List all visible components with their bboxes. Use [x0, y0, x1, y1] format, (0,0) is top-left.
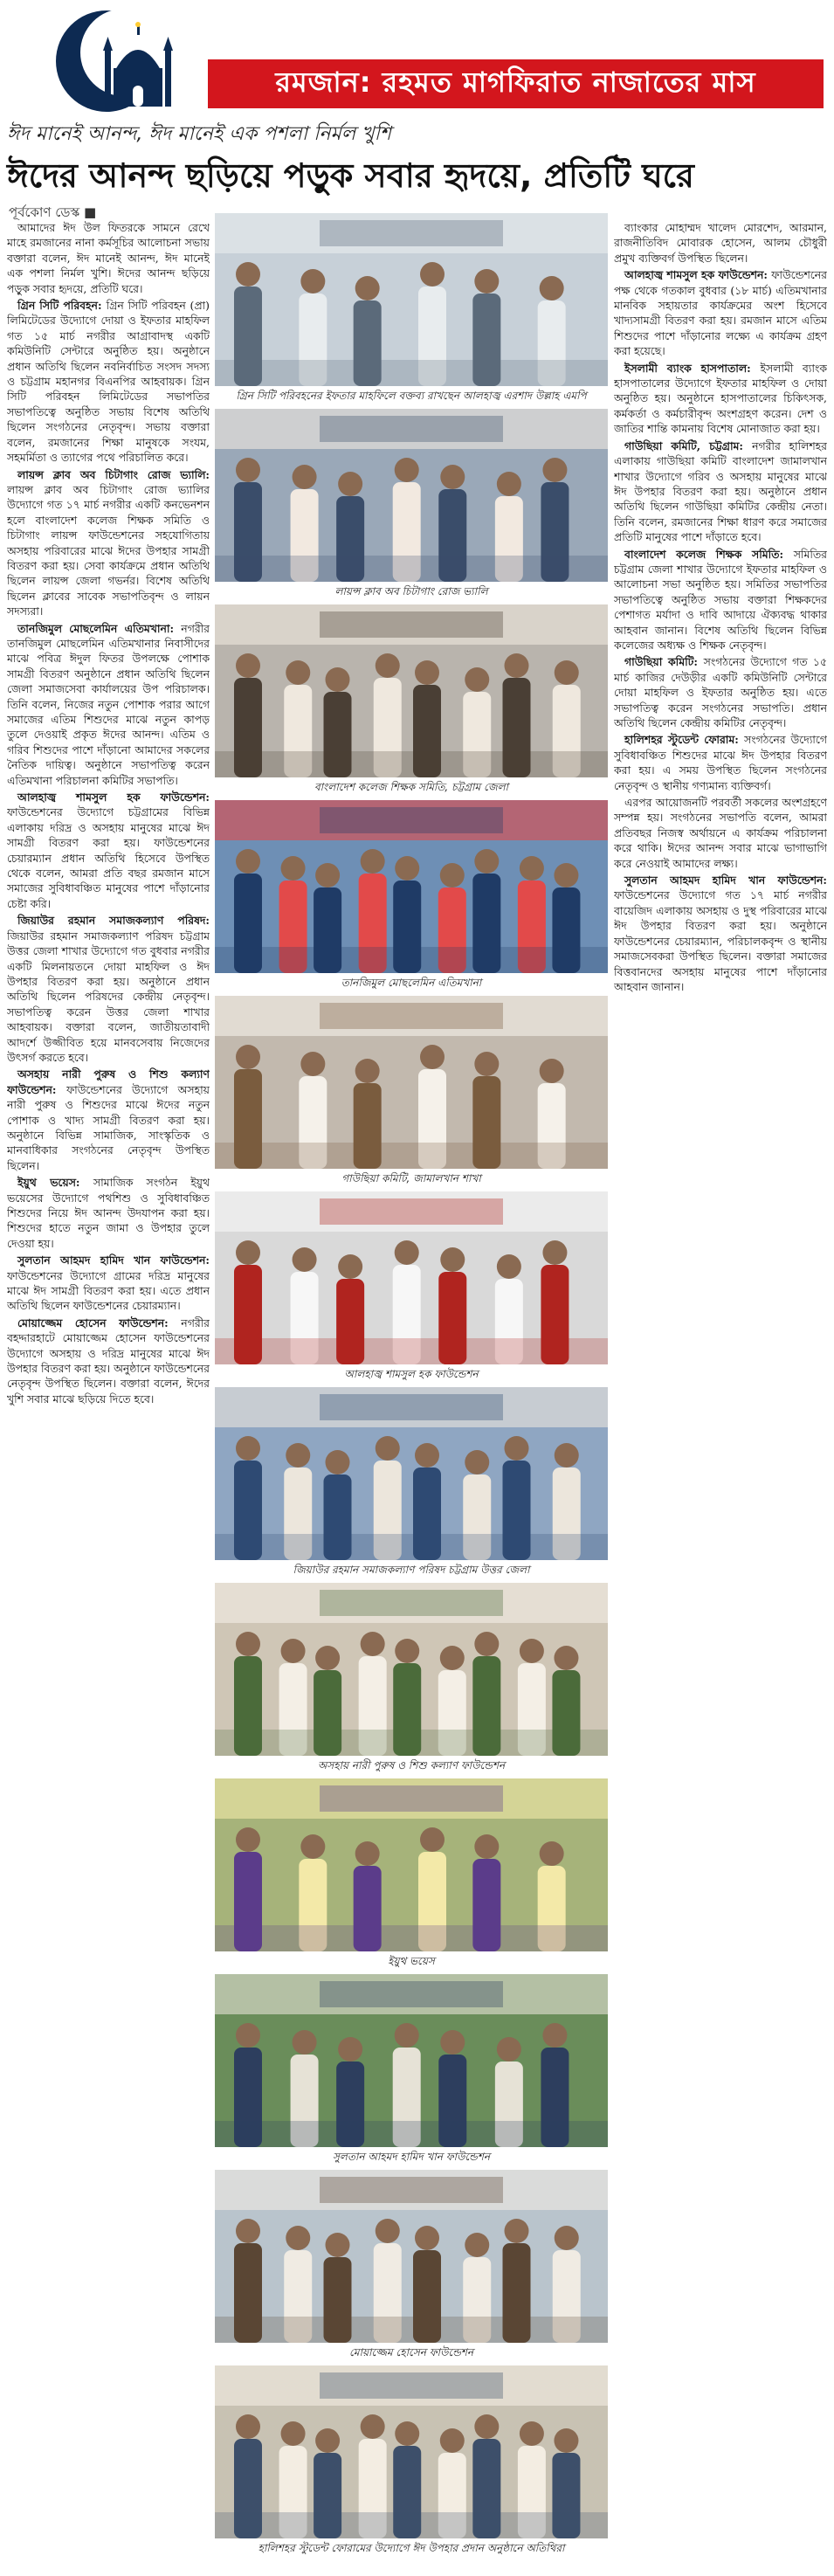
- kicker: ঈদ মানেই আনন্দ, ঈদ মানেই এক পশলা নির্মল খুশি: [7, 123, 391, 145]
- article-paragraph: [7, 1175, 210, 1251]
- article-paragraph: [614, 732, 827, 793]
- photo-image: [215, 800, 608, 973]
- photo-caption: বাংলাদেশ কলেজ শিক্ষক সমিতি, চট্টগ্রাম জেলা: [314, 781, 509, 793]
- paragraph-text: ইসলামী ব্যাংক হাসপাতালের উদ্যোগে ইফতার মাহফিল ও দোয়া অনুষ্ঠিত হয়। অনুষ্ঠানে হাসপাতালের চিকিৎসক, কর্মকর্তা ও কর্মচারীবৃন্দ অংশগ্রহণ করেন। দেশ ও জাতির শান্তি কামনায় বিশেষ মোনাজাত করা হয়।: [614, 361, 827, 436]
- section-lead: সুলতান আহমদ হামিদ খান ফাউন্ডেশন:: [624, 874, 827, 887]
- paragraph-text: ফাউন্ডেশনের উদ্যোগে গত ১৭ মার্চ নগরীর বায়েজিদ এলাকায় অসহায় ও দুস্থ পরিবারের মাঝে ঈদ উপহার বিতরণ করা হয়। অনুষ্ঠানে ফাউন্ডেশনের চেয়ারম্যান, পরিচালকবৃন্দ ও স্থানীয় সমাজসেবকরা উপস্থিত ছিলেন। বক্তারা সমাজের বিত্তবানদের অসহায় মানুষের পাশে দাঁড়ানোর আহবান জানান।: [614, 888, 827, 993]
- article-paragraph: [614, 873, 827, 994]
- section-lead: ইয়ুথ ভয়েস:: [17, 1176, 93, 1190]
- photo-image: [215, 1974, 608, 2147]
- paragraph-text: সমিতির চট্টগ্রাম জেলা শাখার উদ্যোগে ইফতার মাহফিল ও আলোচনা সভা অনুষ্ঠিত হয়। সমিতির সভাপতির সভাপতিত্বে অনুষ্ঠিত সভায় বক্তারা শিক্ষকদের পেশাগত মর্যাদা ও দাবি আদায়ে ঐক্যবদ্ধ থাকার আহবান জানান। বিশেষ অতিথি ছিলেন বিভিন্ন কলেজের অধ্যক্ষ ও শিক্ষক নেতৃবৃন্দ।: [614, 547, 827, 652]
- photo-caption: সুলতান আহমদ হামিদ খান ফাউন্ডেশন: [332, 2151, 490, 2163]
- article-paragraph: [614, 361, 827, 437]
- paragraph-text: ফাউন্ডেশনের পক্ষ থেকে গতকাল বুধবার (১৮ মার্চ) এতিমখানার মানবিক সহায়তার কার্যক্রমের অংশ হিসেবে খাদ্যসামগ্রী বিতরণ করা হয়। রমজান মাসে এতিম শিশুদের পাশে দাঁড়ানোর লক্ষ্যে এ কার্যক্রম গ্রহণ করা হয়েছে।: [614, 268, 827, 358]
- photo-caption: অসহায় নারী পুরুষ ও শিশু কল্যাণ ফাউন্ডেশন: [317, 1759, 506, 1771]
- event-photo: [215, 996, 608, 1169]
- photo-frame: [215, 409, 608, 582]
- photo-image: [215, 1191, 608, 1364]
- photo-image: [215, 213, 608, 386]
- section-lead: তানজিমুল মোছলেমিন এতিমখানা:: [17, 621, 182, 635]
- article-paragraph: [614, 439, 827, 545]
- article-paragraph: [7, 621, 210, 788]
- masthead: [0, 0, 834, 220]
- section-lead: জিয়াউর রহমান সমাজকল্যাণ পরিষদ:: [17, 914, 210, 928]
- section-lead: আলহাজ্ব শামসুল হক ফাউন্ডেশন:: [624, 268, 772, 282]
- event-photo: [215, 800, 608, 973]
- photo-frame: [215, 213, 608, 386]
- paragraph-text: নগরীর বহদ্দারহাটে মোয়াজ্জেম হোসেন ফাউন্ডেশনের উদ্যোগে অসহায় ও দরিদ্র মানুষের মাঝে ঈদ উপহার বিতরণ করা হয়। অনুষ্ঠানে ফাউন্ডেশনের নেতৃবৃন্দ উপস্থিত ছিলেন। বক্তারা বলেন, ঈদের খুশি সবার মাঝে ছড়িয়ে দিতে হবে।: [7, 1316, 210, 1405]
- event-photo: [215, 1974, 608, 2147]
- mosque-crescent-icon: [52, 7, 183, 119]
- section-lead: সুলতান আহমদ হামিদ খান ফাউন্ডেশন:: [17, 1253, 210, 1267]
- photo-frame: [215, 1583, 608, 1756]
- paragraph-text: নগরীর তানজিমুল মোছলেমিন এতিমখানার নিবাসীদের মাঝে পবিত্র ঈদুল ফিতর উপলক্ষে পোশাক সামগ্রী বিতরণ অনুষ্ঠানে প্রধান অতিথি ছিলেন জেলা সমাজসেবা কার্যালয়ের উপ পরিচালক। তিনি বলেন, নিজের নতুন পোশাক পরার আগে সমাজের এতিম শিশুদের মাঝে নতুন কাপড় তুলে দেওয়াই প্রকৃত ঈদের আনন্দ। এতিম ও গরিব শিশুদের পাশে দাঁড়ানো আমাদের সকলের নৈতিক দায়িত্ব। অনুষ্ঠানে সভাপতিত্ব করেন এতিমখানা পরিচালনা কমিটির সভাপতি।: [7, 621, 210, 787]
- photo-frame: [215, 996, 608, 1169]
- event-photo: [215, 1387, 608, 1560]
- photo-frame: [215, 2365, 608, 2538]
- photo-image: [215, 1583, 608, 1756]
- paragraph-text: সংগঠনের উদ্যোগে গত ১৫ মার্চ কাজির দেউড়ীর একটি কমিউনিটি সেন্টারে দোয়া মাহফিল ও ইফতার অনুষ্ঠিত হয়। এতে সভাপতিত্ব করেন সংগঠনের সভাপতি। প্রধান অতিথি ছিলেন কেন্দ্রীয় কমিটির নেতৃবৃন্দ।: [614, 655, 827, 729]
- paragraph-text: নগরীর হালিশহর এলাকায় গাউছিয়া কমিটি বাংলাদেশ জামালখান শাখার উদ্যোগে গরিব ও অসহায় মানুষের মাঝে ঈদ উপহার বিতরণ করা হয়। অনুষ্ঠানে প্রধান অতিথি ছিলেন গাউছিয়া কমিটির কেন্দ্রীয় নেতা। তিনি বলেন, রমজানের শিক্ষা ধারণ করে সমাজের প্রতিটি মানুষের পাশে দাঁড়াতে হবে।: [614, 439, 827, 544]
- photo-image: [215, 996, 608, 1169]
- photo-frame: [215, 1191, 608, 1364]
- article-paragraph: [7, 467, 210, 619]
- article-paragraph: [614, 547, 827, 653]
- paragraph-text: জিয়াউর রহমান সমাজকল্যাণ পরিষদ চট্টগ্রাম উত্তর জেলা শাখার উদ্যোগে গত বুধবার নগরীর একটি মিলনায়তনে দোয়া মাহফিল ও ঈদ উপহার বিতরণ করা হয়। অনুষ্ঠানে প্রধান অতিথি ছিলেন পরিষদের কেন্দ্রীয় নেতৃবৃন্দ। সভাপতিত্ব করেন উত্তর জেলা শাখার আহবায়ক। বক্তারা বলেন, জাতীয়তাবাদী আদর্শে উজ্জীবিত হয়ে মানবসেবায় নিজেদের উৎসর্গ করতে হবে।: [7, 929, 210, 1064]
- article-paragraph: [7, 913, 210, 1065]
- photo-frame: [215, 1778, 608, 1951]
- event-photo: [215, 213, 608, 386]
- event-photo: [215, 2170, 608, 2343]
- article-paragraph: [614, 267, 827, 358]
- section-lead: গাউছিয়া কমিটি, চট্টগ্রাম:: [624, 439, 753, 452]
- photo-frame: [215, 604, 608, 777]
- paragraph-text: ফাউন্ডেশনের উদ্যোগে অসহায় নারী পুরুষ ও শিশুদের মাঝে ঈদের নতুন পোশাক ও খাদ্য সামগ্রী বিতরণ করা হয়। অনুষ্ঠানে বিভিন্ন সামাজিক, সাংস্কৃতিক ও মানবাধিকার সংগঠনের নেতৃবৃন্দ উপস্থিত ছিলেন।: [7, 1082, 210, 1172]
- paragraph-text: গ্রিন সিটি পরিবহন (প্রা) লিমিটেডের উদ্যোগে দোয়া ও ইফতার মাহফিল গত ১৫ মার্চ নগরীর আগ্রাবাদস্থ একটি কমিউনিটি সেন্টারে অনুষ্ঠিত হয়। অনুষ্ঠানে প্রধান অতিথি ছিলেন নবনির্বাচিত সংসদ সদস্য ও চট্টগ্রাম মহানগর বিএনপির আহবায়ক। গ্রিন সিটি পরিবহন লিমিটেডের সভাপতির সভাপতিত্বে অনুষ্ঠিত সভায় বিশেষ অতিথি ছিলেন সংগঠনের নেতৃবৃন্দ। সভায় বক্তারা বলেন, রমজানের শিক্ষা মানুষকে সংযম, সহমর্মিতা ও ত্যাগের পথে পরিচালিত করে।: [7, 299, 210, 465]
- article-paragraph: [7, 790, 210, 911]
- event-photo: [215, 2365, 608, 2538]
- section-lead: অসহায় নারী পুরুষ ও শিশু কল্যাণ ফাউন্ডেশন:: [7, 1067, 210, 1096]
- article-paragraph: [7, 1316, 210, 1406]
- paragraph-text: এরপর আয়োজনটি পরবর্তী সকলের অংশগ্রহণে সম্পন্ন হয়। সংগঠনের সভাপতি বলেন, আমরা প্রতিবছর নিজস্ব অর্থায়নে এ কার্যক্রম পরিচালনা করে থাকি। ঈদের আনন্দ সবার মাঝে ভাগাভাগি করে নেওয়াই আমাদের লক্ষ্য।: [614, 796, 827, 870]
- section-lead: বাংলাদেশ কলেজ শিক্ষক সমিতি:: [624, 547, 794, 561]
- photo-caption: মোয়াজ্জেম হোসেন ফাউন্ডেশন: [348, 2346, 474, 2358]
- article-paragraph: [7, 220, 210, 296]
- photo-caption: আলহাজ্ব শামসুল হক ফাউন্ডেশন: [344, 1368, 479, 1380]
- paragraph-text: ফাউন্ডেশনের উদ্যোগে গ্রামের দরিদ্র মানুষের মাঝে ঈদ সামগ্রী বিতরণ করা হয়। এতে প্রধান অতিথি ছিলেন ফাউন্ডেশনের চেয়ারম্যান।: [7, 1268, 210, 1313]
- section-banner: রমজান: রহমত মাগফিরাত নাজাতের মাস: [208, 59, 824, 108]
- paragraph-text: ব্যাংকার মোহাম্মদ খালেদ মোরশেদ, আরমান, রাজনীতিবিদ মোবারক হোসেন, আলম চৌধুরী প্রমুখ ব্যক্তিবর্গ উপস্থিত ছিলেন।: [614, 221, 827, 265]
- photo-caption: লায়ন্স ক্লাব অব চিটাগাং রোজ ভ্যালি: [334, 585, 488, 597]
- section-lead: গাউছিয়া কমিটি:: [624, 655, 704, 669]
- paragraph-text: আমাদের ঈদ উল ফিতরকে সামনে রেখে মাহে রমজানের নানা কর্মসূচির আলোচনা সভায় বক্তারা বলেন, ঈদ মানেই আনন্দ, ঈদ মানেই এক পশলা নির্মল খুশি। ঈদের আনন্দ ছড়িয়ে পড়ুক সবার হৃদয়ে, প্রতিটি ঘরে।: [7, 221, 210, 295]
- article-paragraph: [7, 1253, 210, 1314]
- article-paragraph: [7, 298, 210, 465]
- article-paragraph: [614, 795, 827, 871]
- section-lead: গ্রিন সিটি পরিবহন:: [17, 299, 107, 313]
- paragraph-text: সামাজিক সংগঠন ইয়ুথ ভয়েসের উদ্যোগে পথশিশু ও সুবিধাবঞ্চিত শিশুদের নিয়ে ঈদ আনন্দ উদযাপন করা হয়। শিশুদের হাতে নতুন জামা ও উপহার তুলে দেওয়া হয়।: [7, 1176, 210, 1250]
- photo-frame: [215, 2170, 608, 2343]
- paragraph-text: লায়ন্স ক্লাব অব চিটাগাং রোজ ভ্যালির উদ্যোগে গত ১৭ মার্চ নগরীর একটি কনভেনশন হলে বাংলাদেশ কলেজ শিক্ষক সমিতি ও চিটাগাং লায়ন্স ফাউন্ডেশনের সহযোগিতায় অসহায় পরিবারের মাঝে ঈদের উপহার সামগ্রী বিতরণ করা হয়। সেবা কার্যক্রমে প্রধান অতিথি ছিলেন লায়ন্স জেলা গভর্নর। বিশেষ অতিথি ছিলেন ক্লাবের সাবেক সভাপতিবৃন্দ ও লায়ন সদস্যরা।: [7, 482, 210, 618]
- photo-caption: জিয়াউর রহমান সমাজকল্যাণ পরিষদ চট্টগ্রাম উত্তর জেলা: [293, 1564, 530, 1576]
- article-paragraph: [7, 1067, 210, 1173]
- paragraph-text: সংগঠনের উদ্যোগে সুবিধাবঞ্চিত শিশুদের মাঝে ঈদ উপহার বিতরণ করা হয়। এ সময় উপস্থিত ছিলেন সংগঠনের নেতৃবৃন্দ ও স্থানীয় গণ্যমান্য ব্যক্তিবর্গ।: [614, 733, 827, 792]
- photo-caption: গাউছিয়া কমিটি, জামালখান শাখা: [341, 1172, 481, 1184]
- right-text-column: [614, 220, 827, 2570]
- photo-frame: [215, 1974, 608, 2147]
- photo-caption: গ্রিন সিটি পরিবহনের ইফতার মাহফিলে বক্তব্য রাখছেন আলহাজ্ব এরশাদ উল্লাহ এমপি: [236, 390, 587, 402]
- photo-frame: [215, 800, 608, 973]
- event-photo: [215, 1191, 608, 1364]
- section-lead: আলহাজ্ব শামসুল হক ফাউন্ডেশন:: [17, 791, 210, 805]
- paragraph-text: ফাউন্ডেশনের উদ্যোগে চট্টগ্রামের বিভিন্ন এলাকায় দরিদ্র ও অসহায় মানুষের মাঝে ঈদ সামগ্রী বিতরণ করা হয়। ফাউন্ডেশনের চেয়ারম্যান প্রধান অতিথি হিসেবে উপস্থিত থেকে বলেন, আমরা প্রতি বছর রমজান মাসে সমাজের সুবিধাবঞ্চিত মানুষের পাশে দাঁড়ানোর চেষ্টা করি।: [7, 805, 210, 910]
- photo-image: [215, 2170, 608, 2343]
- section-lead: লায়ন্স ক্লাব অব চিটাগাং রোজ ভ্যালি:: [17, 467, 210, 481]
- section-lead: মোয়াজ্জেম হোসেন ফাউন্ডেশন:: [17, 1316, 182, 1329]
- photo-frame: [215, 1387, 608, 1560]
- article-paragraph: [614, 654, 827, 730]
- section-lead: হালিশহর স্টুডেন্ট ফোরাম:: [624, 733, 745, 747]
- section-lead: ইসলামী ব্যাংক হাসপাতাল:: [624, 361, 761, 375]
- photo-column: [215, 213, 608, 2572]
- event-photo: [215, 604, 608, 777]
- event-photo: [215, 1583, 608, 1756]
- photo-image: [215, 409, 608, 582]
- event-photo: [215, 409, 608, 582]
- photo-caption: হালিশহর স্টুডেন্ট ফোরামের উদ্যোগে ঈদ উপহার প্রদান অনুষ্ঠানে অতিথিরা: [258, 2542, 565, 2554]
- article-paragraph: [614, 220, 827, 266]
- byline: পূর্বকোণ ডেস্ক ■: [9, 204, 97, 220]
- headline: ঈদের আনন্দ ছড়িয়ে পড়ুক সবার হৃদয়ে, প্রতিটি ঘরে: [7, 156, 694, 195]
- photo-image: [215, 2365, 608, 2538]
- photo-caption: তানজিমুল মোছলেমিন এতিমখানা: [341, 977, 482, 989]
- photo-image: [215, 1387, 608, 1560]
- photo-image: [215, 1778, 608, 1951]
- photo-caption: ইয়ুথ ভয়েস: [388, 1955, 435, 1967]
- left-text-column: [7, 220, 210, 2570]
- event-photo: [215, 1778, 608, 1951]
- photo-image: [215, 604, 608, 777]
